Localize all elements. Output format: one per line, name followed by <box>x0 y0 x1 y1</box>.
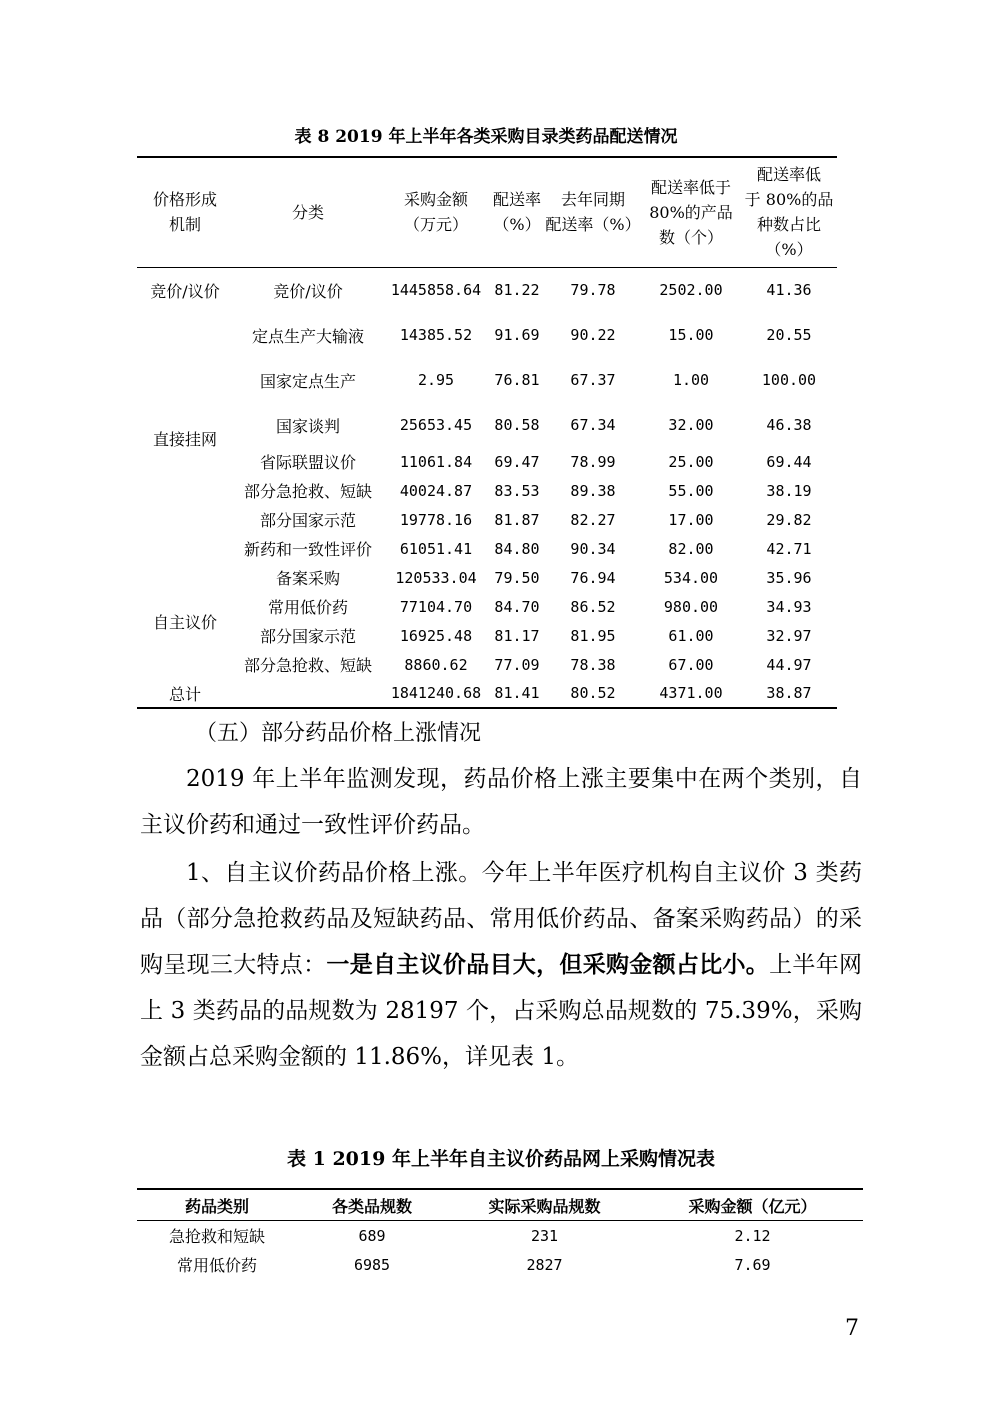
cell-low-share: 69.44 <box>766 452 812 471</box>
paragraph-1: 2019 年上半年监测发现，药品价格上涨主要集中在两个类别，自主议价药和通过一致性评价药品。 <box>140 766 862 838</box>
cell-low-share: 34.93 <box>766 597 812 616</box>
header-amount: 采购金额 （万元） <box>403 190 468 235</box>
cell-amount: 8860.62 <box>404 655 468 674</box>
cell-amount: 40024.87 <box>399 481 473 500</box>
group-label: 直接挂网 <box>152 429 217 449</box>
cell-rate: 81.17 <box>494 626 540 645</box>
cell-last-year: 86.52 <box>570 597 616 616</box>
paragraph-2-text-b: 上半年网上 3 类药品的品规数为 28197 个，占采购总品规数的 75.39%，采购金额占总采购金额的 11.86%，详见表 1。 <box>140 952 863 1070</box>
cell-low-share: 35.96 <box>766 568 812 587</box>
header-category: 分类 <box>291 202 324 222</box>
cell-low-count: 17.00 <box>668 510 714 529</box>
cell-amount: 120533.04 <box>395 568 477 587</box>
cell-rate: 81.41 <box>494 684 540 702</box>
section-heading: （五）部分药品价格上涨情况 <box>195 721 482 746</box>
table-row <box>137 563 837 592</box>
table-row <box>137 476 837 505</box>
cell-low-share: 46.38 <box>766 416 812 434</box>
cell-category: 部分国家示范 <box>259 511 356 530</box>
cell-purchase-amount: 2.12 <box>734 1226 771 1245</box>
table-row <box>137 357 837 403</box>
cell-low-count: 25.00 <box>668 452 714 471</box>
cell-amount: 2.95 <box>417 371 455 389</box>
header-actual-spec-count: 实际采购品规数 <box>488 1196 601 1216</box>
cell-last-year: 90.34 <box>570 539 616 558</box>
cell-low-share: 42.71 <box>766 539 812 558</box>
header-low-count: 配送率低于 80%的产品 数（个） <box>649 177 733 247</box>
cell-last-year: 80.52 <box>570 684 616 702</box>
group-label: 总计 <box>168 684 201 704</box>
cell-low-count: 82.00 <box>668 539 714 558</box>
cell-low-share: 41.36 <box>766 281 812 300</box>
table-row <box>137 621 837 650</box>
cell-category: 国家谈判 <box>275 416 340 436</box>
cell-last-year: 89.38 <box>570 481 616 500</box>
table-row <box>137 1221 863 1251</box>
table8-caption: 表 8 2019 年上半年各类采购目录类药品配送情况 <box>294 127 678 147</box>
cell-last-year: 67.37 <box>570 371 616 389</box>
table1-header-row <box>137 1189 863 1221</box>
cell-low-count: 980.00 <box>663 597 719 616</box>
cell-category: 常用低价药 <box>267 598 348 617</box>
cell-rate: 79.50 <box>494 568 540 587</box>
cell-actual-spec-count: 2827 <box>526 1255 563 1274</box>
cell-spec-count: 689 <box>358 1226 386 1245</box>
cell-last-year: 79.78 <box>570 281 616 300</box>
table-row <box>137 534 837 563</box>
table-row <box>137 505 837 534</box>
header-purchase-amount: 采购金额（亿元） <box>688 1196 817 1216</box>
cell-category: 竞价/议价 <box>273 281 343 301</box>
page-number: 7 <box>845 1316 859 1341</box>
cell-low-share: 32.97 <box>766 626 812 645</box>
cell-amount: 1841240.68 <box>390 684 482 702</box>
cell-category: 部分国家示范 <box>259 627 356 646</box>
cell-low-count: 1.00 <box>672 371 710 389</box>
cell-rate: 81.22 <box>494 281 540 300</box>
cell-low-count: 2502.00 <box>659 281 723 300</box>
table-row <box>137 1250 863 1279</box>
cell-spec-count: 6985 <box>353 1255 391 1274</box>
cell-amount: 77104.70 <box>399 597 473 616</box>
cell-low-share: 38.19 <box>766 481 812 500</box>
cell-amount: 25653.45 <box>399 416 473 434</box>
cell-rate: 81.87 <box>494 510 540 529</box>
header-last-year: 去年同期 配送率（%） <box>545 190 641 235</box>
cell-last-year: 78.38 <box>570 655 616 674</box>
group-label: 竞价/议价 <box>150 281 220 301</box>
table8 <box>137 156 837 709</box>
group-label: 自主议价 <box>152 612 217 632</box>
cell-last-year: 81.95 <box>570 626 616 645</box>
table-row <box>137 267 837 313</box>
cell-category: 新药和一致性评价 <box>243 540 372 559</box>
paragraph-2-lead: 1、自主议价药品价格上涨。 <box>186 860 482 886</box>
cell-rate: 77.09 <box>494 655 540 674</box>
cell-low-count: 55.00 <box>668 481 714 500</box>
cell-low-share: 20.55 <box>766 326 812 344</box>
cell-drug-category: 常用低价药 <box>176 1256 257 1275</box>
cell-purchase-amount: 7.69 <box>734 1255 771 1274</box>
header-mechanism: 价格形成 机制 <box>152 190 217 235</box>
header-low-share: 配送率低 于 80%的品 种数占比 （%） <box>744 165 834 260</box>
cell-rate: 84.80 <box>494 539 540 558</box>
cell-rate: 80.58 <box>494 416 540 434</box>
cell-last-year: 90.22 <box>570 326 616 344</box>
cell-rate: 84.70 <box>494 597 540 616</box>
cell-amount: 11061.84 <box>399 452 473 471</box>
cell-rate: 83.53 <box>494 481 540 500</box>
paragraph-2-text-a: 今年上半年医疗机构自主议价 3 类药品（部分急抢救药品及短缺药品、常用低价药品、备案采购药品）的采购呈现三大特点： <box>140 860 862 978</box>
cell-rate: 69.47 <box>494 452 540 471</box>
cell-category: 定点生产大输液 <box>251 326 364 346</box>
cell-low-share: 44.97 <box>766 655 812 674</box>
cell-low-share: 38.87 <box>766 684 812 702</box>
table-row <box>137 592 837 621</box>
cell-category: 国家定点生产 <box>259 371 356 391</box>
paragraph-2-emphasis: 一是自主议价品目大，但采购金额占比小。 <box>326 951 770 978</box>
table-row <box>137 447 837 476</box>
cell-low-count: 4371.00 <box>659 684 723 702</box>
cell-category: 部分急抢救、短缺 <box>243 482 372 501</box>
header-spec-count: 各类品规数 <box>331 1196 412 1216</box>
cell-amount: 16925.48 <box>399 626 473 645</box>
cell-low-count: 15.00 <box>668 326 714 344</box>
table1-caption: 表 1 2019 年上半年自主议价药品网上采购情况表 <box>287 1148 715 1170</box>
table-row-total <box>137 679 837 708</box>
cell-category: 部分急抢救、短缺 <box>243 656 372 675</box>
cell-last-year: 78.99 <box>570 452 616 471</box>
cell-last-year: 67.34 <box>570 416 616 434</box>
table-row <box>137 313 837 357</box>
cell-low-count: 67.00 <box>668 655 714 674</box>
table-row <box>137 403 837 447</box>
cell-low-share: 100.00 <box>761 371 817 389</box>
table8-header-row <box>137 157 837 267</box>
header-drug-category: 药品类别 <box>184 1196 249 1216</box>
cell-amount: 61051.41 <box>399 539 473 558</box>
cell-rate: 76.81 <box>494 371 540 389</box>
table-row <box>137 650 837 679</box>
cell-low-count: 534.00 <box>663 568 719 587</box>
cell-category <box>233 679 383 708</box>
header-rate: 配送率 （%） <box>492 190 541 235</box>
cell-low-count: 61.00 <box>668 626 714 645</box>
cell-category: 省际联盟议价 <box>259 453 356 472</box>
cell-actual-spec-count: 231 <box>530 1226 559 1245</box>
cell-amount: 19778.16 <box>399 510 473 529</box>
cell-last-year: 76.94 <box>570 568 616 587</box>
cell-amount: 14385.52 <box>399 326 473 344</box>
cell-low-share: 29.82 <box>766 510 812 529</box>
table1 <box>137 1188 863 1279</box>
cell-rate: 91.69 <box>494 326 540 344</box>
cell-low-count: 32.00 <box>668 416 714 434</box>
cell-category: 备案采购 <box>275 569 340 588</box>
cell-drug-category: 急抢救和短缺 <box>168 1227 265 1246</box>
paragraph-2 <box>140 850 862 1080</box>
cell-amount: 1445858.64 <box>390 281 482 300</box>
cell-last-year: 82.27 <box>570 510 616 529</box>
